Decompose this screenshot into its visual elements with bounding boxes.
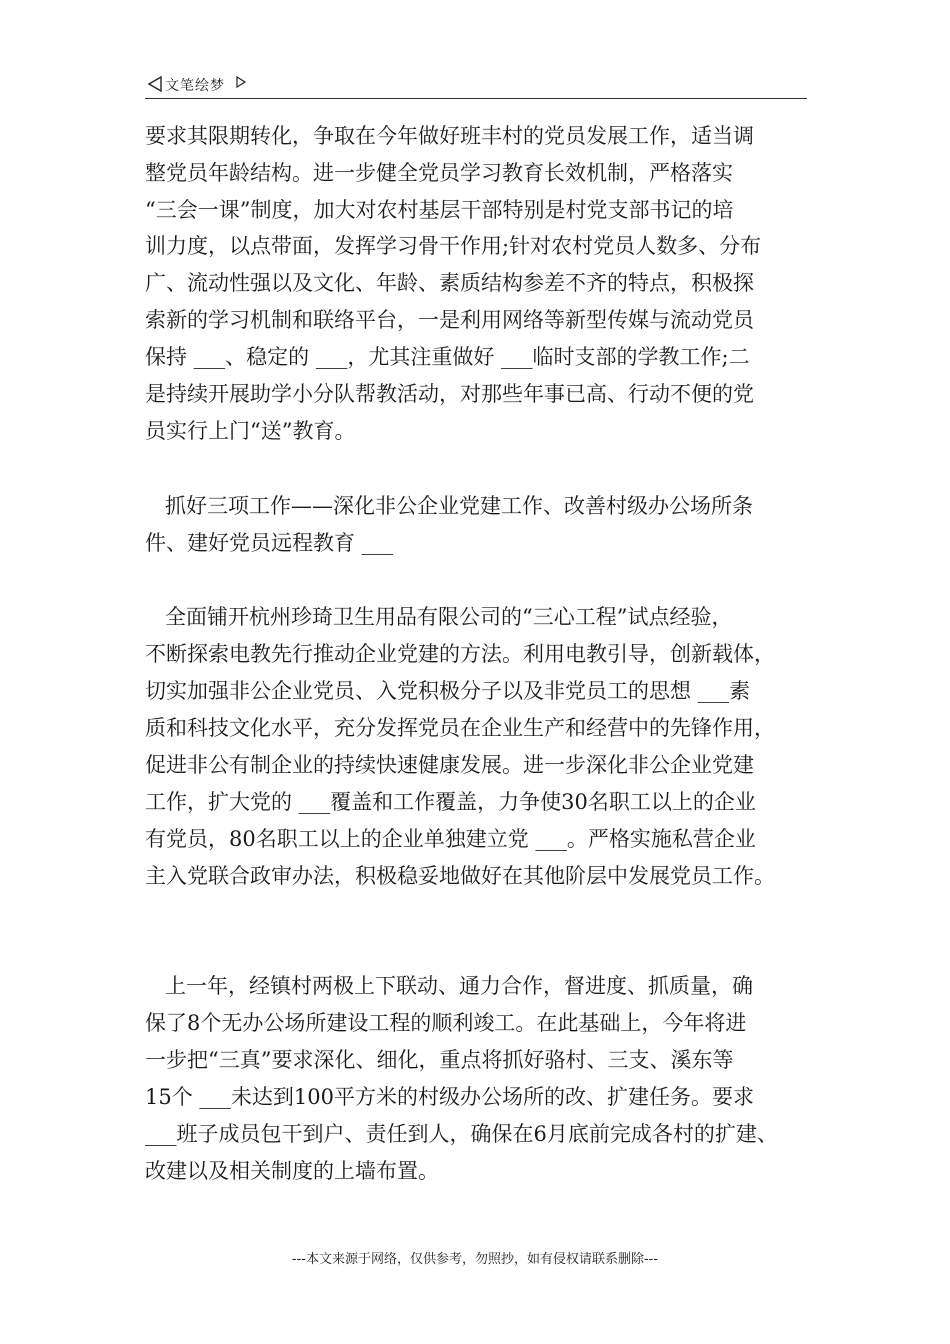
text-line: 上一年，经镇村两极上下联动、通力合作，督进度、抓质量，确 xyxy=(145,974,754,998)
footer-disclaimer: ---本文来源于网络，仅供参考，勿照抄，如有侵权请联系删除--- xyxy=(291,1252,659,1267)
text-line: 有党员，80名职工以上的企业单独建立党 ___。严格实施私营企业 xyxy=(145,827,756,851)
text-line: 员实行上门“送”教育。 xyxy=(145,419,356,443)
text-line: 广、流动性强以及文化、年龄、素质结构参差不齐的特点，积极探 xyxy=(145,271,754,295)
text-line: 索新的学习机制和联络平台，一是利用网络等新型传媒与流动党员 xyxy=(145,308,754,332)
text-line: 促进非公有制企业的持续快速健康发展。进一步深化非公企业党建 xyxy=(145,753,754,777)
text-line: 是持续开展助学小分队帮教活动，对那些年事已高、行动不便的党 xyxy=(145,382,754,406)
text-line: 整党员年龄结构。进一步健全党员学习教育长效机制，严格落实 xyxy=(145,161,733,185)
text-line: “三会一课”制度，加大对农村基层干部特别是村党支部书记的培 xyxy=(145,198,734,222)
text-line: 改建以及相关制度的上墙布置。 xyxy=(145,1159,439,1183)
text-line: 切实加强非公企业党员、入党积极分子以及非党员工的思想 ___素 xyxy=(145,679,751,703)
text-line: 质和科技文化水平，充分发挥党员在企业生产和经营中的先锋作用， xyxy=(145,716,775,740)
text-line: 保了8个无办公场所建设工程的顺利竣工。在此基础上，今年将进 xyxy=(145,1011,747,1035)
text-line: 要求其限期转化，争取在今年做好班丰村的党员发展工作，适当调 xyxy=(145,124,754,148)
text-line: 保持 ___、稳定的 ___，尤其注重做好 ___临时支部的学教工作;二 xyxy=(145,345,750,369)
brand-name: 文笔绘梦 xyxy=(165,78,225,94)
text-line: 全面铺开杭州珍琦卫生用品有限公司的“三心工程”试点经验， xyxy=(145,605,733,629)
triangle-right-icon xyxy=(235,76,247,88)
text-line: 抓好三项工作——深化非公企业党建工作、改善村级办公场所条 xyxy=(145,494,754,518)
text-line: 工作，扩大党的 ___覆盖和工作覆盖，力争使30名职工以上的企业 xyxy=(145,790,756,814)
text-line: 15个 ___未达到100平方米的村级办公场所的改、扩建任务。要求 xyxy=(145,1085,754,1109)
text-line: 件、建好党员远程教育 ___ xyxy=(145,531,394,555)
text-line: 主入党联合政审办法，积极稳妥地做好在其他阶层中发展党员工作。 xyxy=(145,864,775,888)
text-line: ___班子成员包干到户、责任到人，确保在6月底前完成各村的扩建、 xyxy=(145,1122,778,1146)
text-line: 训力度，以点带面，发挥学习骨干作用;针对农村党员人数多、分布 xyxy=(145,234,762,258)
page-header xyxy=(145,70,807,99)
triangle-left-icon xyxy=(147,76,163,92)
text-line: 一步把“三真”要求深化、细化，重点将抓好骆村、三支、溪东等 xyxy=(145,1048,734,1072)
text-line: 不断探索电教先行推动企业党建的方法。利用电教引导，创新载体， xyxy=(145,642,775,666)
